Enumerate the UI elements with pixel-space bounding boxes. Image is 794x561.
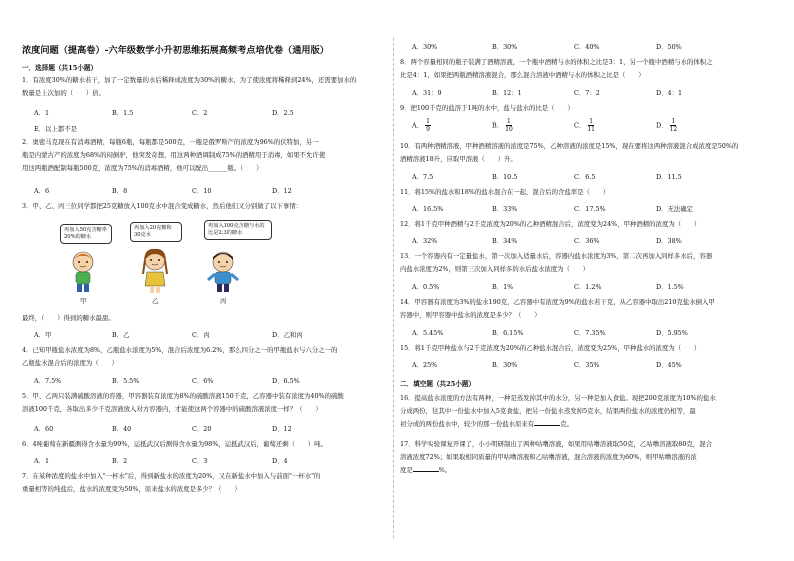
q14-line1: 14．甲容器有浓度为3%的盐水190克，乙容器中有浓度为9%的盐水若干克，从乙容器中取出210克盐水倒入甲	[400, 298, 715, 306]
q9-option-b-label: B．	[492, 121, 504, 130]
q6-option-c[interactable]: C．3	[192, 457, 208, 465]
q9-option-c[interactable]	[574, 118, 595, 133]
q14-option-c[interactable]: C．7.35%	[574, 329, 606, 337]
q4-option-c[interactable]: C．6%	[192, 377, 214, 385]
section-choice-heading: 一．选择题（共15小题）	[22, 64, 98, 72]
q11-option-b[interactable]: B．33%	[492, 205, 518, 213]
question-3	[22, 200, 387, 213]
q9-option-a[interactable]	[412, 118, 431, 133]
q17-line3: 度是 %。	[400, 466, 452, 474]
q9-option-c-label: C．	[574, 121, 586, 130]
q12-option-c[interactable]: C．36%	[574, 237, 600, 245]
kid-bing-illustration	[206, 250, 240, 294]
q17-answer-blank[interactable]	[413, 464, 439, 472]
q9-option-b-fraction: $\frac{1}{10}$	[505, 118, 513, 133]
question-12: 12．将1千克甲种酒精与2千克浓度为20%的乙种酒精混合后，浓度变为24%，甲种酒精的浓度为（ ）	[400, 220, 701, 228]
q14-line2: 容器中，则甲容器中盐水的浓度是多少？（ ）	[400, 311, 541, 319]
page-title: 浓度问题（提高卷）-六年级数学小升初思维拓展高频考点培优卷（通用版）	[22, 45, 329, 56]
q12-option-a[interactable]: A．32%	[412, 237, 438, 245]
q11-option-c[interactable]: C．17.5%	[574, 205, 606, 213]
question-4	[22, 344, 387, 370]
question-14	[400, 296, 766, 322]
q13-option-b[interactable]: B．1%	[492, 283, 514, 291]
question-2	[22, 136, 387, 175]
q9-option-c-fraction: $\frac{1}{11}$	[587, 118, 595, 133]
section-fill-heading: 二．填空题（共25小题）	[400, 380, 476, 388]
q5-line2: 溶液100千克，各取出多少千克溶液放入对方容器内，才能使这两个容器中的硫酸溶液浓度一样？（ ）	[22, 405, 322, 413]
q6-option-a[interactable]: A．1	[34, 457, 50, 465]
q2-option-a[interactable]: A．6	[34, 187, 50, 195]
question-13	[400, 250, 766, 276]
q5-option-d[interactable]: D．12	[272, 425, 292, 433]
q7-line1: 7．在某种浓度的盐水中加入"一杯水"后，得到新盐水的浓度为20%，又在新盐水中加入与前面"一杯水"的	[22, 472, 321, 480]
q1-line2: 数量是上次加的（ ）倍。	[22, 89, 106, 97]
q11-option-a[interactable]: A．16.5%	[412, 205, 444, 213]
kid-label-yi: 乙	[152, 297, 159, 305]
q9-option-d-label: D．	[656, 121, 668, 130]
q3-option-a[interactable]: A．甲	[34, 331, 52, 339]
speech-bubble-jia: 再加入50克含糖率20%的糖水	[60, 224, 112, 244]
q3-option-d[interactable]: D．乙和丙	[272, 331, 303, 339]
q6-option-d[interactable]: D．4	[272, 457, 288, 465]
q5-option-b[interactable]: B．40	[112, 425, 132, 433]
question-8	[400, 56, 766, 82]
q13-option-c[interactable]: C．1.2%	[574, 283, 602, 291]
question-11: 11．将15%的盐水和18%的盐水混合在一起，混合后的含盐率是（ ）	[400, 188, 610, 196]
q8-option-c[interactable]: C．7：2	[574, 89, 600, 97]
kid-label-jia: 甲	[80, 297, 87, 305]
q14-option-d[interactable]: D．5.95%	[656, 329, 688, 337]
q15-option-d[interactable]: D．45%	[656, 361, 682, 369]
q7-option-c[interactable]: C．40%	[574, 43, 600, 51]
question-6: 6．4吨葡萄在新疆测得含水量为99%，运抵武汉后测得含水量为98%，运抵武汉后，葡萄还剩（ ）吨。	[22, 440, 327, 448]
q4-option-a[interactable]: A．7.5%	[34, 377, 62, 385]
q3-line1: 3．甲、乙、丙三位同学都把25克糖放入100克水中混合变成糖水，然后他们又分别做了以下事情：	[22, 202, 303, 210]
q13-line1: 13．一个容器内有一定量盐水，第一次加入适量水后，容器内盐水浓度为3%，第二次再加入同样多水后，容器	[400, 252, 713, 260]
q16-line3: 初分成的两份盐水中，较少的那一份盐水原来有 克。	[400, 420, 573, 428]
page-fold-divider	[393, 38, 394, 538]
q13-option-a[interactable]: A．0.5%	[412, 283, 440, 291]
q6-option-b[interactable]: B．2	[112, 457, 128, 465]
q4-line2: 乙瓶盐水混合后的浓度为（ ）	[22, 359, 118, 367]
q13-line2: 内盐水浓度为2%，则第三次加入同样多的水后盐水浓度为（ ）	[400, 265, 590, 273]
q12-option-d[interactable]: D．38%	[656, 237, 682, 245]
q2-option-d[interactable]: D．12	[272, 187, 292, 195]
q1-option-c[interactable]: C．2	[192, 109, 208, 117]
question-1	[22, 74, 387, 100]
question-15: 15．将1千克甲种盐水与2千克浓度为20%的乙种盐水混合后，浓度变为25%，甲种盐水的浓度为（ ）	[400, 344, 701, 352]
q4-line1: 4．已知甲瓶盐水浓度为8%，乙瓶盐水浓度为5%，混合后浓度为6.2%，那么四分之一的甲瓶盐水与六分之一的	[22, 346, 338, 354]
q10-option-c[interactable]: C．6.5	[574, 173, 596, 181]
speech-bubble-yi: 再加入20克糖和30克水	[130, 222, 182, 242]
q10-line1: 10．有两种酒精溶液，甲种酒精溶液的浓度是75%，乙种溶液的浓度是15%，现在要将这两种溶液混合成浓度是50%的	[400, 142, 739, 150]
q1-line1: 1．有浓度30%的糖水若干，加了一定数量的水后稀释成浓度为30%的糖水，为了使浓度将稀释到24%，还需要加水的	[22, 76, 357, 84]
q13-option-d[interactable]: D．1.5%	[656, 283, 684, 291]
q9-option-d-fraction: $\frac{1}{12}$	[669, 118, 678, 133]
kid-yi-illustration	[140, 248, 170, 294]
q3-option-b[interactable]: B．乙	[112, 331, 130, 339]
q9-option-a-fraction: $\frac{1}{9}$	[426, 118, 430, 133]
q8-option-d[interactable]: D．4：1	[656, 89, 683, 97]
q1-option-b[interactable]: B．1.5	[112, 109, 134, 117]
question-5	[22, 390, 387, 416]
q3-option-c[interactable]: C．丙	[192, 331, 210, 339]
q7-line2: 重量相等的纯盐后，盐水的浓度变为50%，原来盐水的浓度是多少？（ ）	[22, 485, 241, 493]
q7-option-a[interactable]: A．30%	[412, 43, 438, 51]
q4-option-d[interactable]: D．6.5%	[272, 377, 300, 385]
q16-line1: 16．提高盐水浓度的方法有两种，一种是蒸发掉其中的水分，另一种是加入食盐。现把200克浓度为10%的盐水	[400, 394, 716, 402]
q5-option-a[interactable]: A．60	[34, 425, 54, 433]
q9-option-d[interactable]	[656, 118, 677, 133]
q7-option-b[interactable]: B．30%	[492, 43, 518, 51]
q2-line2: 瓶是内蒙古产的浓度为68%的闷倒驴，他突发奇想，用这两种酒调制成75%的酒精用于消毒，如果不允许使	[22, 151, 326, 159]
q10-option-d[interactable]: D．11.5	[656, 173, 682, 181]
q15-option-a[interactable]: A．25%	[412, 361, 438, 369]
q2-option-b[interactable]: B．8	[112, 187, 128, 195]
q3-line2: 最终，（ ）得到的糖水最甜。	[22, 314, 115, 322]
q14-option-b[interactable]: B．6.15%	[492, 329, 524, 337]
kid-label-bing: 丙	[220, 297, 227, 305]
q7-option-d[interactable]: D．50%	[656, 43, 682, 51]
q14-option-a[interactable]: A．5.45%	[412, 329, 444, 337]
q4-option-b[interactable]: B．5.5%	[112, 377, 140, 385]
q15-option-b[interactable]: B．30%	[492, 361, 518, 369]
q17-line1: 17．科学实验课复开课了，小小明研制出了两种咕噜溶液，如果用咕噜溶液取50克，乙咕噜溶液取80克，混合	[400, 440, 712, 448]
speech-bubble-bing: 再加入100克含糖与水的比是2:3的糖水	[204, 220, 272, 240]
q8-option-b[interactable]: B．12：1	[492, 89, 522, 97]
q12-option-b[interactable]: B．34%	[492, 237, 518, 245]
question-9: 9．把100千克的盐溶于1吨的水中，盐与盐水的比是（ ）	[400, 104, 574, 112]
q10-option-a[interactable]: A．7.5	[412, 173, 434, 181]
q9-option-a-label: A．	[412, 121, 424, 130]
kid-jia-illustration	[68, 250, 98, 294]
q9-option-b[interactable]	[492, 118, 513, 133]
q17-line2: 溶液浓度72%；如果取相同质量的甲咕噜溶液和乙咕噜溶液，混合溶液的浓度为60%，则甲咕噜溶液的浓	[400, 453, 697, 461]
q8-option-a[interactable]: A．31：9	[412, 89, 442, 97]
q1-option-e[interactable]: E．以上都不是	[34, 125, 78, 133]
q2-line3: 用这两瓶酒配制每瓶500克，浓度为75%的消毒酒精，他可以配出______瓶。（ ）	[22, 164, 263, 172]
q5-line1: 5．甲、乙两只装满硫酸溶液的容器，甲容器装有浓度为8%的硫酸溶液150千克，乙容器中装有浓度为40%的硫酸	[22, 392, 344, 400]
question-7	[22, 470, 387, 496]
q1-option-d[interactable]: D．2.5	[272, 109, 294, 117]
q8-line2: 比是4：1，如果把两瓶酒精溶液混合，那么混合溶液中酒精与水的体积之比是（ ）	[400, 71, 645, 79]
q5-option-c[interactable]: C．20	[192, 425, 212, 433]
q16-answer-blank[interactable]	[534, 418, 560, 426]
q8-line1: 8．两个容量相同的瓶子装满了酒精溶液，一个瓶中酒精与水的体积之比是3：1，另一个瓶中酒精与水的体积之	[400, 58, 713, 66]
q10-option-b[interactable]: B．10.5	[492, 173, 518, 181]
question-16	[400, 392, 766, 431]
q10-line2: 酒精溶液18升，应取甲溶液（ ）升。	[400, 155, 517, 163]
q11-option-d[interactable]: D．无法确定	[656, 205, 694, 213]
question-10	[400, 140, 766, 166]
question-17	[400, 438, 766, 477]
q2-option-c[interactable]: C．10	[192, 187, 212, 195]
q16-line2: 分成两份，往其中一份盐水中加入5克食盐，把另一份盐水蒸发掉5克水，结果两份盐水的浓度仍相等，最	[400, 407, 696, 415]
q1-option-a[interactable]: A．1	[34, 109, 50, 117]
q2-line1: 2．奥密马克现在有消毒酒精，每瓶6瓶，每瓶都是500克，一瓶是俄罗斯产的浓度为96%的伏特加，另一	[22, 138, 319, 146]
q15-option-c[interactable]: C．35%	[574, 361, 600, 369]
